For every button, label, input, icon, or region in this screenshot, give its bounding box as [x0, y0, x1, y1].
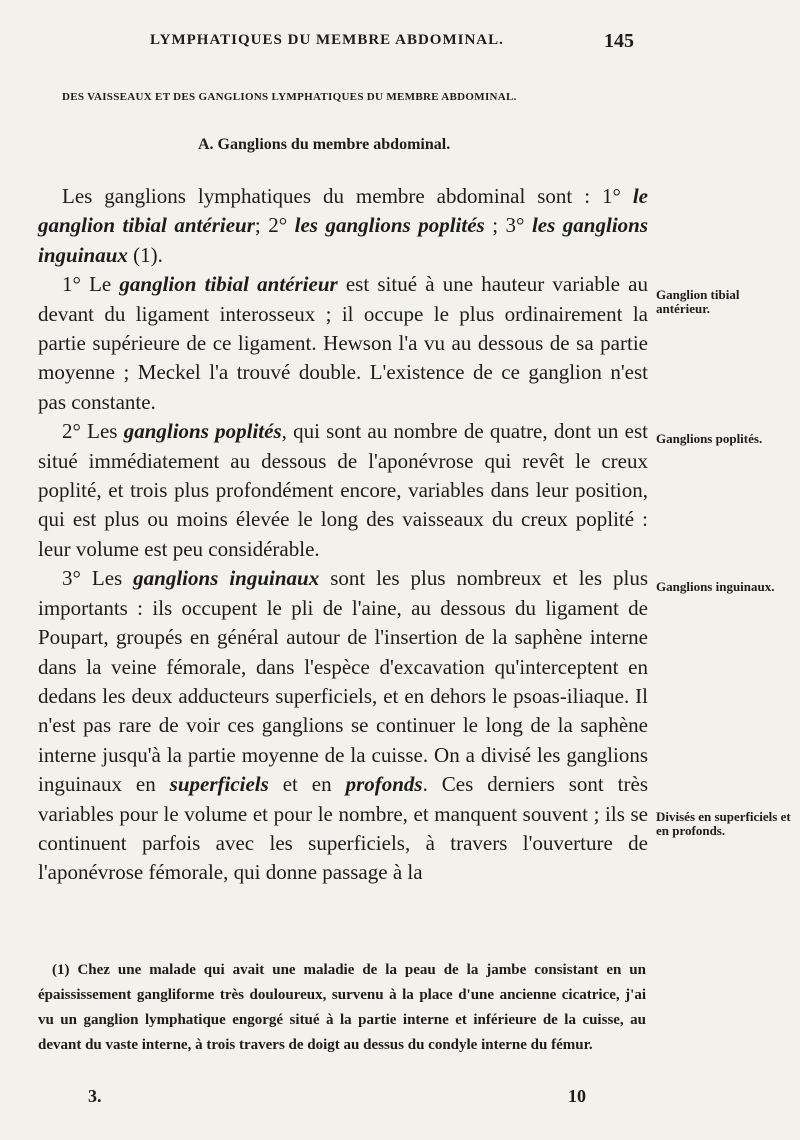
- text-run: , qui sont au nombre de quatre, dont un est situé immédiatement au dessous de l'aponévrose qui revêt le creux poplité, et trois plus profondément encore, variables dans leur position, qui est plus ou moins élevée le long des vaisseaux du creux poplité : leur volume est peu considérable.: [38, 419, 648, 561]
- section-heading: DES VAISSEAUX ET DES GANGLIONS LYMPHATIQUES DU MEMBRE ABDOMINAL.: [62, 91, 517, 103]
- footnote: [38, 958, 646, 1058]
- margin-note-inguinaux: Ganglions inguinaux.: [656, 579, 775, 594]
- subheading: A. Ganglions du membre abdominal.: [198, 136, 451, 153]
- text-run: ; 3°: [484, 213, 532, 238]
- text-run: 3° Les: [62, 566, 134, 591]
- margin-note-divises: Divisés en superficiels et en profonds.: [656, 809, 791, 838]
- italic-term: ganglion tibial antérieur: [119, 272, 338, 297]
- paragraph-tibial: [38, 270, 648, 417]
- footnote-text: (1) Chez une malade qui avait une maladie de la peau de la jambe consistant en un épaississement gangliforme très douloureux, survenu à la place d'une ancienne cicatrice, j'ai vu un ganglion lymphatique engorgé situé à la partie interne et inférieure de la cuisse, au devant du vaste interne, à trois travers de doigt au dessus du condyle interne du fémur.: [38, 962, 646, 1053]
- signature-mark: 3.: [88, 1086, 102, 1106]
- paragraph-inguinaux: [38, 564, 648, 887]
- running-head: LYMPHATIQUES DU MEMBRE ABDOMINAL.: [150, 32, 504, 48]
- text-run: sont les plus nombreux et les plus importants : ils occupent le pli de l'aine, au dessous du ligament de Poupart, groupés en général autour de l'insertion de la saphène interne dans la veine fémorale, dans l'espèce d'excavation qu'interceptent en dedans les deux adducteurs superficiels, et en dehors le psoas-iliaque. Il n'est pas rare de voir ces ganglions se continuer le long de la saphène interne jusqu'à la partie moyenne de la cuisse. On a divisé les ganglions inguinaux en: [38, 566, 649, 797]
- italic-term: ganglions poplités: [123, 419, 282, 444]
- italic-term: superficiels: [169, 772, 269, 797]
- italic-term: le ganglion tibial antérieur: [38, 184, 648, 238]
- text-run: (1).: [127, 242, 163, 267]
- paragraph-intro: [38, 182, 648, 270]
- margin-note-tibial: Ganglion tibial antérieur.: [656, 287, 740, 316]
- italic-term: les ganglions inguinaux: [38, 213, 649, 267]
- signature-mark: 10: [568, 1086, 586, 1106]
- italic-term: profonds: [345, 772, 423, 797]
- text-run: 2° Les: [62, 419, 124, 444]
- italic-term: ganglions inguinaux: [133, 566, 320, 591]
- text-run: 1° Le: [62, 272, 120, 297]
- text-run: Les ganglions lymphatiques du membre abdominal sont : 1°: [62, 184, 633, 208]
- text-run: . Ces derniers sont très variables pour le volume et pour le nombre, et manquent souvent ; ils se continuent parfois avec les superficiels, à travers l'ouverture de l'aponévrose fémorale, qui donne passage à la: [38, 772, 648, 885]
- text-run: et en: [268, 772, 346, 797]
- page-number: 145: [604, 30, 634, 52]
- margin-note-poplites: Ganglions poplités.: [656, 431, 763, 446]
- text-run: est situé à une hauteur variable au devant du ligament interosseux ; il occupe le plus ordinairement la partie supérieure de ce ligament. Hewson l'a vu au dessous de sa partie moyenne ; Meckel l'a trouvé double. L'existence de ce ganglion n'est pas constante.: [38, 272, 649, 414]
- body-text: [38, 182, 648, 888]
- paragraph-poplites: [38, 417, 648, 564]
- text-run: ; 2°: [254, 213, 295, 238]
- italic-term: les ganglions poplités: [294, 213, 485, 238]
